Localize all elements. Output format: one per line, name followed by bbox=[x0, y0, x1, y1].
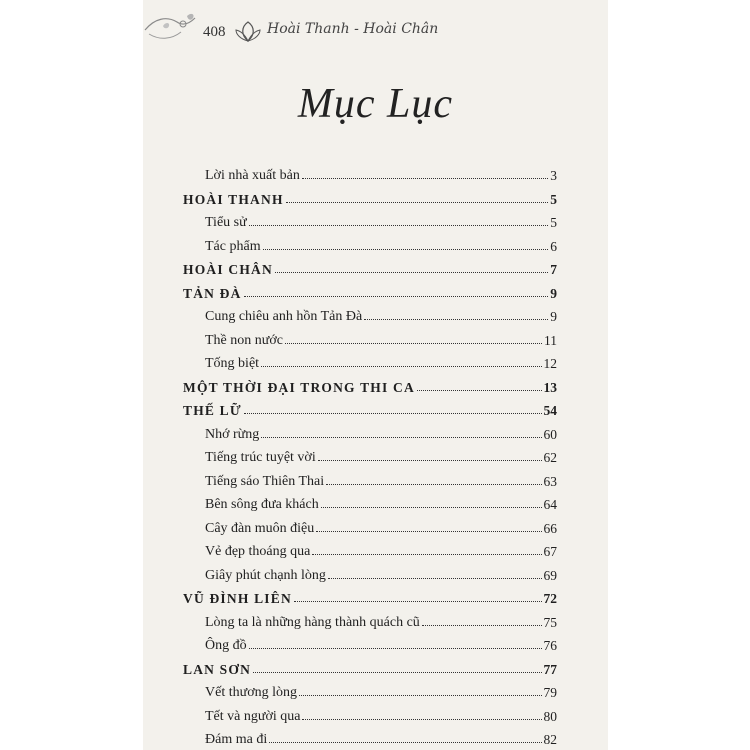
toc-entry-label: TẢN ĐÀ bbox=[183, 285, 242, 301]
floral-ornament-icon bbox=[143, 10, 199, 46]
leaf-ornament-icon bbox=[235, 21, 261, 43]
toc-entry-label: Thề non nước bbox=[205, 332, 283, 348]
toc-row bbox=[183, 724, 557, 748]
toc-entry-label: Tiểu sử bbox=[205, 215, 247, 230]
toc-row bbox=[183, 184, 557, 208]
toc-entry-label: Giây phút chạnh lòng bbox=[205, 567, 326, 583]
toc-row bbox=[183, 254, 557, 278]
toc-row bbox=[183, 278, 557, 302]
toc-row bbox=[183, 677, 557, 701]
toc-entry-label: Lòng ta là những hàng thành quách cũ bbox=[205, 614, 420, 630]
toc-page-number: 7 bbox=[550, 262, 557, 277]
dot-leader bbox=[299, 695, 542, 696]
toc-row bbox=[183, 489, 557, 513]
toc-page-number: 5 bbox=[550, 215, 557, 230]
toc-page-number: 13 bbox=[543, 379, 557, 395]
toc-page-number: 12 bbox=[543, 356, 557, 371]
toc-page-number: 82 bbox=[543, 732, 557, 747]
dot-leader bbox=[294, 601, 542, 602]
dot-leader bbox=[263, 249, 549, 250]
dot-leader bbox=[328, 578, 542, 579]
toc-page-number: 80 bbox=[543, 708, 557, 724]
toc-entry-label: Tiếng trúc tuyệt vời bbox=[205, 450, 316, 465]
toc-entry-label: Lời nhà xuất bản bbox=[205, 168, 300, 183]
dot-leader bbox=[302, 719, 541, 720]
toc-row bbox=[183, 325, 557, 349]
toc-page-number: 67 bbox=[543, 544, 557, 559]
dot-leader bbox=[364, 319, 548, 320]
dot-leader bbox=[244, 296, 549, 297]
toc-entry-label: Cây đàn muôn điệu bbox=[205, 520, 315, 536]
dot-leader bbox=[269, 742, 541, 743]
toc-page-number: 6 bbox=[550, 238, 557, 254]
dot-leader bbox=[275, 272, 548, 273]
toc-entry-label: Đám ma đi bbox=[205, 732, 268, 747]
toc-entry-label: Tác phẩm bbox=[205, 238, 261, 254]
toc-page-number: 9 bbox=[550, 309, 557, 324]
toc-entry-label: HOÀI THANH bbox=[183, 191, 284, 207]
toc-page-number: 3 bbox=[550, 168, 557, 183]
toc-page-number: 62 bbox=[543, 450, 557, 465]
dot-leader bbox=[312, 554, 541, 555]
dot-leader bbox=[249, 225, 549, 226]
dot-leader bbox=[261, 437, 541, 438]
dot-leader bbox=[285, 343, 542, 344]
dot-leader bbox=[316, 531, 541, 532]
toc-row bbox=[183, 536, 557, 560]
page-header bbox=[143, 10, 608, 50]
toc-row bbox=[183, 583, 557, 607]
running-head: Hoài Thanh - Hoài Chân bbox=[267, 21, 439, 37]
toc-row bbox=[183, 513, 557, 537]
toc-entry-label: Tống biệt bbox=[205, 356, 260, 371]
toc-entry-label: VŨ ĐÌNH LIÊN bbox=[183, 591, 292, 606]
toc-page-number: 69 bbox=[543, 567, 557, 583]
toc-row bbox=[183, 231, 557, 255]
toc-page-number: 66 bbox=[543, 520, 557, 536]
toc-row bbox=[183, 654, 557, 678]
toc-row bbox=[183, 372, 557, 396]
dot-leader bbox=[422, 625, 542, 626]
toc-row bbox=[183, 160, 557, 184]
toc-page-number: 64 bbox=[543, 497, 557, 512]
dot-leader bbox=[318, 460, 542, 461]
toc-row bbox=[183, 607, 557, 631]
dot-leader bbox=[302, 178, 548, 179]
dot-leader bbox=[321, 507, 542, 508]
dot-leader bbox=[244, 413, 542, 414]
toc-row bbox=[183, 466, 557, 490]
toc-entry-label: Nhớ rừng bbox=[205, 426, 260, 442]
toc-page-number: 77 bbox=[543, 661, 557, 677]
toc-title: Mục Lục bbox=[297, 81, 454, 127]
toc-row bbox=[183, 630, 557, 654]
toc-page-number: 11 bbox=[544, 332, 557, 348]
toc-page-number: 9 bbox=[550, 285, 557, 301]
toc-page-number: 75 bbox=[543, 614, 557, 630]
toc-page-number: 54 bbox=[543, 403, 557, 418]
toc-page-number: 76 bbox=[543, 638, 557, 653]
toc-row bbox=[183, 701, 557, 725]
toc-page-number: 60 bbox=[543, 426, 557, 442]
toc-row bbox=[183, 419, 557, 443]
toc-page-number: 72 bbox=[543, 591, 557, 606]
toc-entry-label: Ông đồ bbox=[205, 638, 247, 653]
page-number: 408 bbox=[203, 24, 226, 40]
toc-entry-label: Cung chiêu anh hồn Tản Đà bbox=[205, 309, 363, 324]
book-page bbox=[143, 0, 608, 750]
dot-leader bbox=[261, 366, 541, 367]
toc-entry-label: Vẻ đẹp thoáng qua bbox=[205, 544, 311, 559]
toc-entry-label: Bên sông đưa khách bbox=[205, 497, 319, 512]
toc-row bbox=[183, 207, 557, 231]
toc-entry-label: MỘT THỜI ĐẠI TRONG THI CA bbox=[183, 379, 415, 395]
toc-entry-label: Vết thương lòng bbox=[205, 685, 297, 700]
dot-leader bbox=[326, 484, 541, 485]
toc-entry-label: Tiếng sáo Thiên Thai bbox=[205, 473, 325, 489]
toc-page-number: 79 bbox=[543, 685, 557, 700]
toc-row bbox=[183, 442, 557, 466]
toc-page-number: 5 bbox=[550, 191, 557, 207]
toc-row bbox=[183, 560, 557, 584]
toc-entry-label: THẾ LỮ bbox=[183, 403, 242, 418]
dot-leader bbox=[249, 648, 542, 649]
toc-row bbox=[183, 301, 557, 325]
toc-row bbox=[183, 348, 557, 372]
dot-leader bbox=[286, 202, 549, 203]
toc-row bbox=[183, 395, 557, 419]
toc-entry-label: HOÀI CHÂN bbox=[183, 262, 273, 277]
dot-leader bbox=[253, 672, 541, 673]
toc-entry-label: LAN SƠN bbox=[183, 661, 252, 677]
toc-page-number: 63 bbox=[543, 473, 557, 489]
dot-leader bbox=[417, 390, 542, 391]
toc-entry-label: Tết và người qua bbox=[205, 708, 301, 724]
